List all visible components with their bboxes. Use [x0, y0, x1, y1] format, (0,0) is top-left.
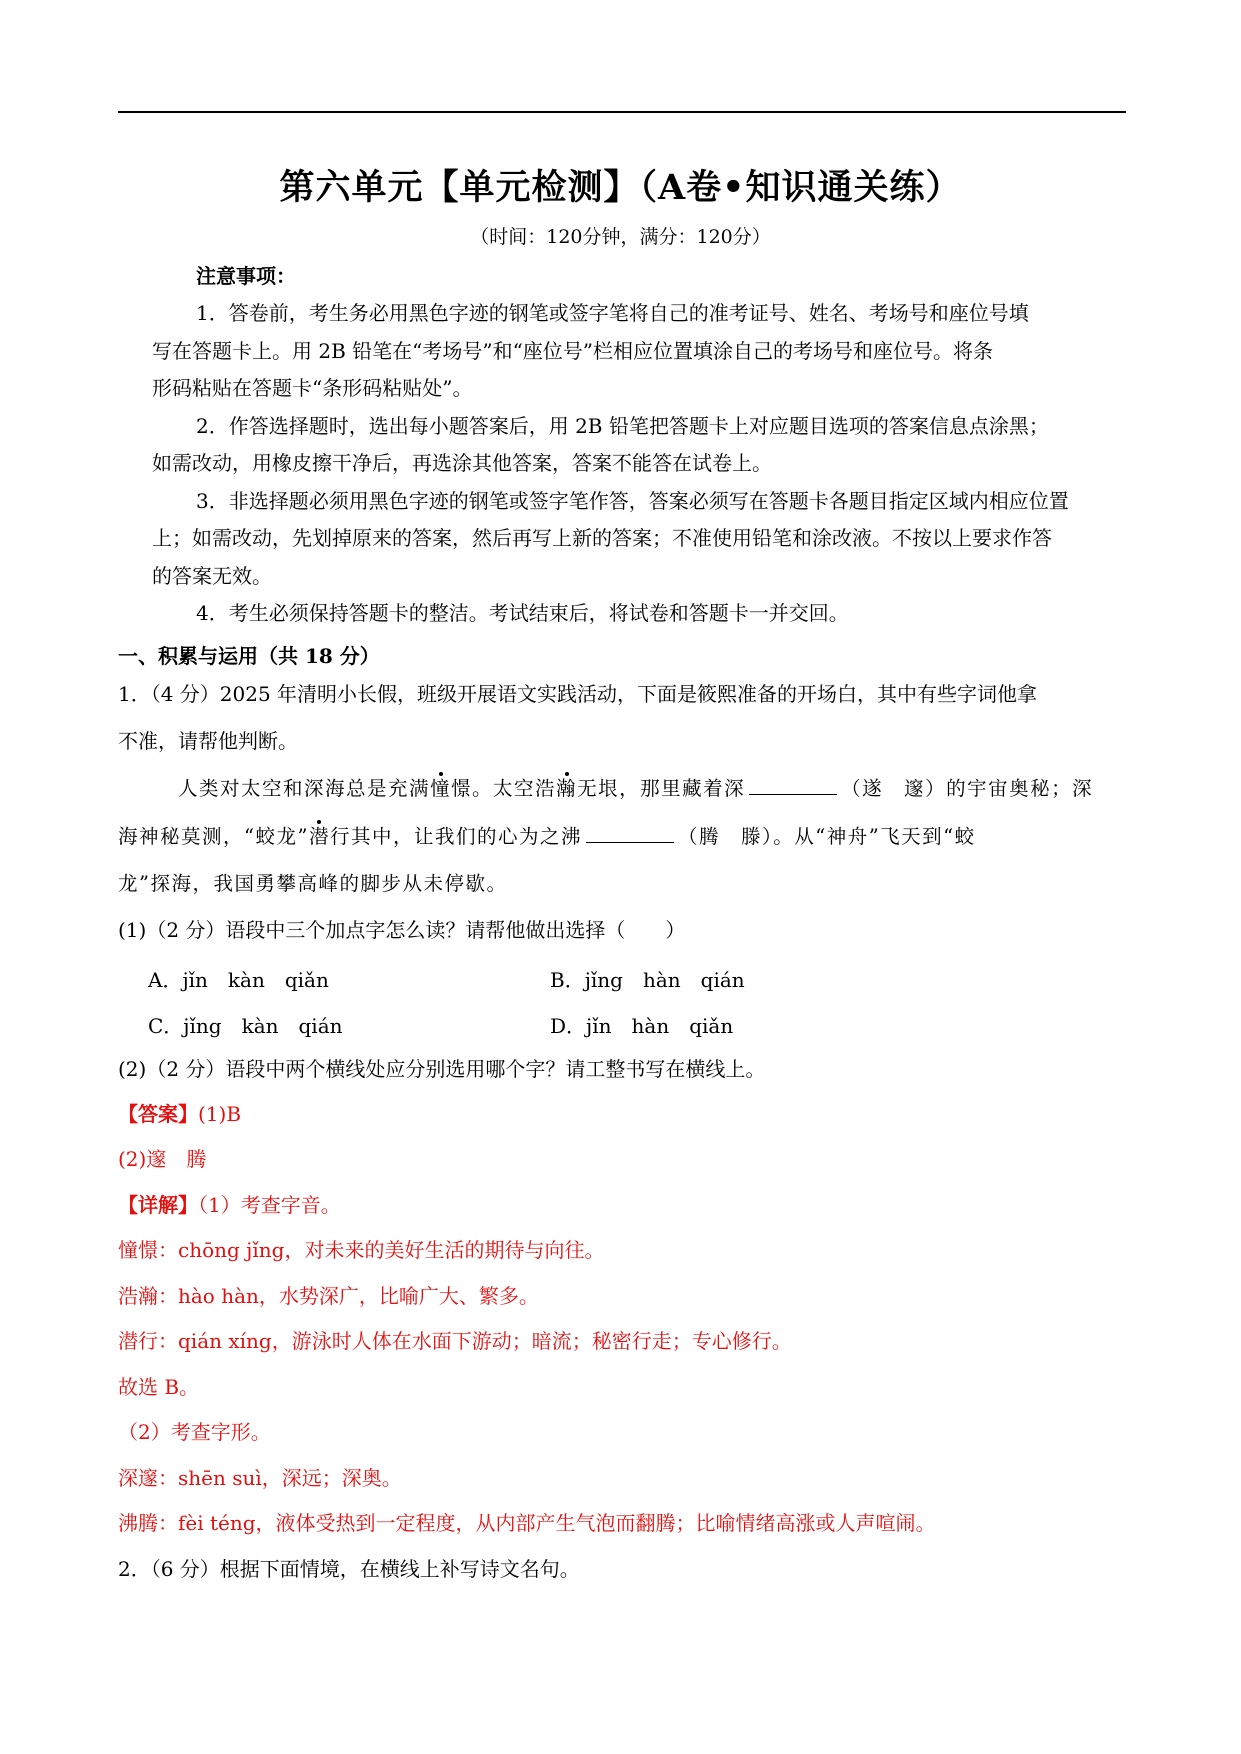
- passage-line: 龙”探海，我国勇攀高峰的脚步从未停歇。: [118, 872, 508, 895]
- detail-line: （2）考查字形。: [118, 1420, 271, 1444]
- passage-line: [178, 776, 1093, 800]
- detail-line: 沸腾：fèi téng，液体受热到一定程度，从内部产生气泡而翻腾；比喻情绪高涨或人声喧闹。: [118, 1511, 936, 1535]
- detail-line: 潜行：qián xíng，游泳时人体在水面下游动；暗流；秘密行走；专心修行。: [118, 1329, 792, 1353]
- answer-blank[interactable]: [586, 824, 674, 843]
- notice-line: 4．考生必须保持答题卡的整洁。考试结束后，将试卷和答题卡一并交回。: [196, 601, 849, 625]
- header-rule: [118, 111, 1126, 113]
- answer-blank[interactable]: [749, 776, 837, 795]
- section-heading: 一、积累与运用（共 18 分）: [118, 644, 380, 668]
- answer-text: (1)B: [198, 1102, 242, 1126]
- dotted-char: 瀚: [556, 777, 578, 800]
- notice-line: 形码粘贴在答题卡“条形码粘贴处”。: [152, 376, 473, 400]
- detail-line: 浩瀚：hào hàn，水势深广，比喻广大、繁多。: [118, 1284, 539, 1308]
- passage-text: （遂 邃）的宇宙奥秘；深: [841, 777, 1094, 800]
- question-stem: 2．（6 分）根据下面情境，在横线上补写诗文名句。: [118, 1557, 580, 1581]
- dotted-char: 憧: [430, 777, 452, 800]
- option-b[interactable]: B．jǐng hàn qián: [550, 968, 745, 992]
- notice-line: 3．非选择题必须用黑色字迹的钢笔或签字笔作答，答案必须写在答题卡各题目指定区域内相应位置: [196, 489, 1069, 513]
- detail-line: [118, 1193, 341, 1217]
- dotted-char: 潜: [308, 825, 330, 848]
- passage-text: 人类对太空和深海总是充满: [178, 777, 431, 800]
- notice-heading: 注意事项：: [196, 264, 296, 288]
- notice-line: 写在答题卡上。用 2B 铅笔在“考场号”和“座位号”栏相应位置填涂自己的考场号和座位号。将条: [152, 339, 994, 363]
- option-c[interactable]: C．jǐng kàn qián: [148, 1014, 343, 1038]
- notice-line: 2．作答选择题时，选出每小题答案后，用 2B 铅笔把答题卡上对应题目选项的答案信息点涂黑；: [196, 414, 1049, 438]
- passage-text: 行其中，让我们的心为之沸: [329, 825, 582, 848]
- notice-line: 1．答卷前，考生务必用黑色字迹的钢笔或签字笔将自己的准考证号、姓名、考场号和座位号填: [196, 301, 1029, 325]
- detail-line: 故选 B。: [118, 1375, 200, 1399]
- passage-text: 憬。太空浩: [451, 777, 557, 800]
- answer-line: (2)邃 腾: [118, 1147, 207, 1171]
- notice-line: 的答案无效。: [152, 564, 272, 588]
- passage-line: [118, 824, 976, 848]
- passage-text: 海神秘莫测，“蛟龙”: [118, 825, 309, 848]
- sub-question: (1)（2 分）语段中三个加点字怎么读？请帮他做出选择（ ）: [118, 918, 686, 942]
- passage-text: （腾 滕）。从“神舟”飞天到“蛟: [677, 825, 976, 848]
- answer-label: 【答案】: [118, 1102, 198, 1126]
- question-stem: 1．（4 分）2025 年清明小长假，班级开展语文实践活动，下面是筱熙准备的开场白，其中有些字词他拿: [118, 682, 1038, 706]
- detail-text: （1）考查字音。: [198, 1193, 341, 1217]
- notice-line: 如需改动，用橡皮擦干净后，再选涂其他答案，答案不能答在试卷上。: [152, 451, 772, 475]
- exam-meta: （时间：120分钟，满分：120分）: [470, 226, 771, 248]
- detail-line: 深邃：shēn suì，深远；深奥。: [118, 1466, 402, 1490]
- option-d[interactable]: D．jǐn hàn qiǎn: [550, 1014, 734, 1038]
- passage-text: 无垠，那里藏着深: [577, 777, 746, 800]
- detail-line: 憧憬：chōng jǐng，对未来的美好生活的期待与向往。: [118, 1238, 605, 1262]
- option-a[interactable]: A．jǐn kàn qiǎn: [148, 968, 329, 992]
- question-stem: 不准，请帮他判断。: [118, 729, 298, 753]
- page-title: 第六单元【单元检测】（A卷•知识通关练）: [279, 167, 962, 208]
- notice-line: 上；如需改动，先划掉原来的答案，然后再写上新的答案；不准使用铅笔和涂改液。不按以上要求作答: [152, 526, 1052, 550]
- sub-question: (2)（2 分）语段中两个横线处应分别选用哪个字？请工整书写在横线上。: [118, 1057, 766, 1081]
- answer-line: [118, 1102, 241, 1126]
- detail-label: 【详解】: [118, 1193, 198, 1217]
